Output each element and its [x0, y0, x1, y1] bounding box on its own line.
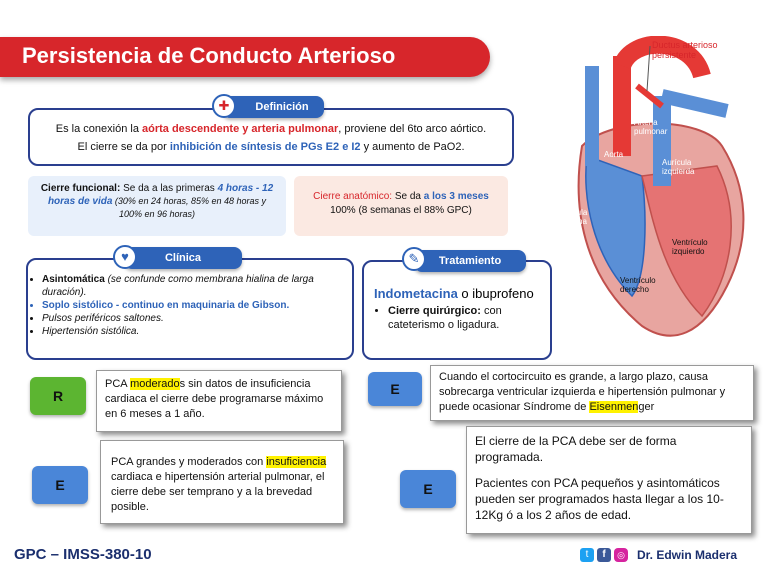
- twitter-icon: t: [580, 548, 594, 562]
- label-auricula-derecha: Aurícula derecha: [558, 208, 588, 226]
- definition-line-1: Es la conexión la aórta descendente y arteria pulmonar, proviene del 6to arco aórtico.: [55, 123, 487, 135]
- treatment-box: [362, 260, 552, 360]
- clinic-item: • Asintomática (se confunde como membrana hialina de larga duración).: [42, 273, 344, 299]
- clinic-label: Clínica: [124, 247, 242, 269]
- treatment-label: Tratamiento: [414, 250, 526, 272]
- clinic-box: [26, 258, 354, 360]
- evidence-card: Cuando el cortocircuito es grande, a largo plazo, causa sobrecarga ventricular izquierda e hipertensión pulmonar y puede ocasionar Síndrome de Eisenmenger: [430, 365, 754, 421]
- treatment-item: • Cierre quirúrgico: con cateterismo o ligadura.: [388, 304, 544, 332]
- author-name: Dr. Edwin Madera: [637, 548, 738, 562]
- social-footer: [580, 548, 737, 562]
- title-banner: [0, 37, 490, 77]
- label-ventriculo-izquierdo: Ventrículo izquierdo: [672, 238, 708, 256]
- clipboard-icon: ✚: [212, 94, 236, 118]
- clinic-item: • Hipertensión sistólica.: [42, 325, 344, 338]
- clinic-item: • Pulsos periféricos saltones.: [42, 312, 344, 325]
- stethoscope-icon: ♥: [113, 245, 137, 269]
- recommendation-letter: R: [30, 377, 86, 415]
- heart-diagram: [552, 36, 762, 362]
- label-auricula-izquierda: Aurícula izquierda: [662, 158, 695, 176]
- evidence-card: El cierre de la PCA debe ser de forma programada. Pacientes con PCA pequeños y asintomáticos pueden ser programados hasta llegar a los 10-12Kg ó a los 2 años de edad.: [466, 426, 752, 534]
- instagram-icon: ◎: [614, 548, 628, 562]
- functional-closure-box: Cierre funcional: Se da a las primeras 4 horas - 12 horas de vida (30% en 24 horas, 85% en 48 horas y 100% en 96 horas): [28, 176, 286, 236]
- syringe-icon: ✎: [402, 247, 426, 271]
- facebook-icon: f: [597, 548, 611, 562]
- label-aorta: Aorta: [604, 150, 624, 159]
- evidence-letter: E: [32, 466, 88, 504]
- evidence-card: PCA grandes y moderados con insuficiencia cardiaca e hipertensión arterial pulmonar, el cierre debe ser temprano y a la brevedad posible.: [100, 440, 344, 524]
- label-ventriculo-derecho: Ventrículo derecho: [620, 276, 656, 294]
- clinic-item: • Soplo sistólico - continuo en maquinaria de Gibson.: [42, 299, 344, 312]
- recommendation-card: PCA moderados sin datos de insuficiencia cardiaca el cierre debe programarse máximo en 6 meses a 1 año.: [96, 370, 342, 432]
- treatment-drugs: Indometacina o ibuprofeno: [374, 286, 534, 301]
- anatomic-closure-box: Cierre anatómico: Se da a los 3 meses 100% (8 semanas el 88% GPC): [294, 176, 508, 236]
- label-arteria-pulmonar: Arteria pulmonar: [634, 118, 668, 136]
- heart-illustration: [552, 36, 762, 362]
- definition-line-2: El cierre se da por inhibición de síntesis de PGs E2 e I2 y aumento de PaO2.: [77, 141, 465, 153]
- page-title: Persistencia de Conducto Arterioso: [22, 43, 396, 68]
- source-citation: GPC – IMSS-380-10: [14, 546, 152, 563]
- evidence-letter: E: [368, 372, 422, 406]
- heart-caption: Ductus arterioso persistente: [652, 40, 718, 60]
- evidence-letter: E: [400, 470, 456, 508]
- definition-label: Definición: [222, 96, 324, 118]
